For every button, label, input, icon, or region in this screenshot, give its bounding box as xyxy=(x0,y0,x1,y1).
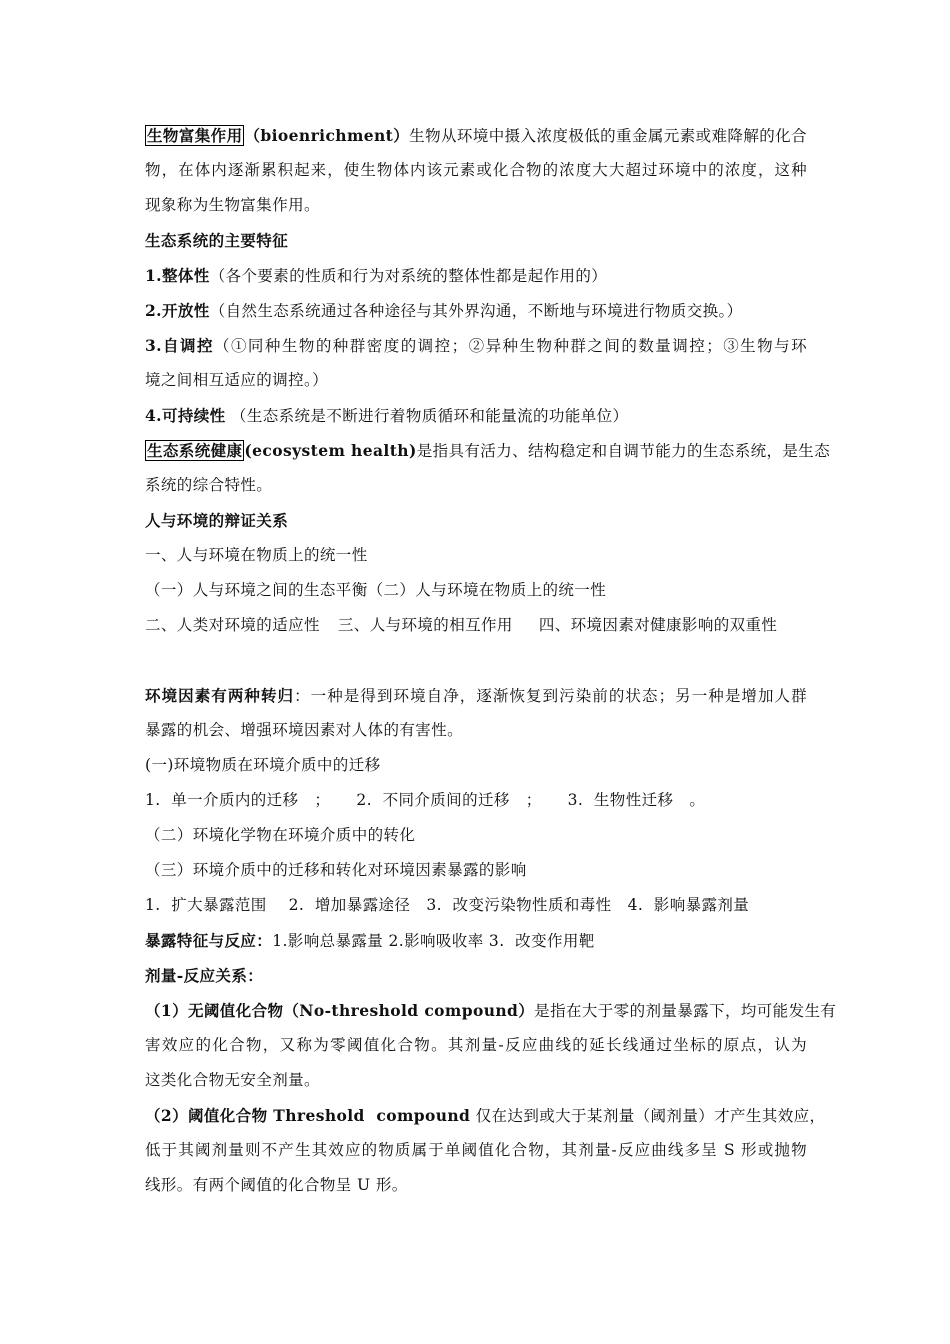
transition-line-1 xyxy=(145,678,807,713)
feature-3-text: （①同种生物的种群密度的调控；②异种生物种群之间的数量调控；③生物与环 xyxy=(213,337,807,355)
features-heading: 生态系统的主要特征 xyxy=(145,231,289,250)
health-term-en: (ecosystem health) xyxy=(244,441,417,460)
dose-c2-line-1 xyxy=(145,1098,826,1133)
exposure-effect-heading: （三）环境介质中的迁移和转化对环境因素暴露的影响 xyxy=(145,861,527,879)
relation-line-3 xyxy=(145,608,807,643)
relation-line-1: 一、人与环境在物质上的统一性 xyxy=(145,546,368,564)
feature-3-cont: 境之间相互适应的调控。） xyxy=(145,371,329,389)
feature-4-label: 4.可持续性 xyxy=(145,406,226,425)
bioenrichment-text: 生物从环境中摄入浓度极低的重金属元素或难降解的化合 xyxy=(409,127,807,145)
migration-items xyxy=(145,783,807,818)
relation-heading: 人与环境的辩证关系 xyxy=(145,511,289,530)
health-line-1 xyxy=(145,433,831,468)
exposure-line xyxy=(145,923,807,958)
dose-c1-label: （1）无阈值化合物（No-threshold compound） xyxy=(145,1001,535,1020)
feature-2-text: （自然生态系统通过各种途径与其外界沟通，不断地与环境进行物质交换。） xyxy=(209,302,743,320)
dose-c2-label: （2）阈值化合物 Threshold compound xyxy=(145,1106,471,1125)
document-page xyxy=(145,118,837,1203)
dose-c1-text: 是指在大于零的剂量暴露下，均可能发生有 xyxy=(534,1002,837,1020)
dose-c2-line-2: 低于其阈剂量则不产生其效应的物质属于单阈值化合物，其剂量-反应曲线多呈 S 形或抛物 xyxy=(145,1141,807,1159)
bioenrichment-term: 生物富集作用 xyxy=(147,126,243,145)
feature-2 xyxy=(145,293,807,328)
migration-item-2: 2. 不同介质间的迁移 ； xyxy=(356,791,542,809)
feature-4 xyxy=(145,398,807,433)
health-line-2: 系统的综合特性。 xyxy=(145,476,273,494)
transformation-heading: （二）环境化学物在环境介质中的转化 xyxy=(145,826,416,844)
exposure-effect-items xyxy=(145,888,807,923)
dose-c1-line-2: 害效应的化合物，又称为零阈值化合物。其剂量-反应曲线的延长线通过坐标的原点，认为 xyxy=(145,1036,807,1054)
dose-c2-text: 仅在达到或大于某剂量（阈剂量）才产生其效应， xyxy=(470,1107,826,1125)
feature-2-label: 2.开放性 xyxy=(145,301,210,320)
feature-1-label: 1.整体性 xyxy=(145,266,210,285)
dose-c1-line-1 xyxy=(145,993,837,1028)
feature-1-text: （各个要素的性质和行为对系统的整体性都是起作用的） xyxy=(209,267,608,285)
bioenrichment-term-en: （bioenrichment） xyxy=(244,126,410,145)
exposure-label: 暴露特征与反应： xyxy=(145,931,273,950)
feature-3 xyxy=(145,328,807,363)
transition-line-2: 暴露的机会、增强环境因素对人体的有害性。 xyxy=(145,721,464,739)
health-term: 生态系统健康 xyxy=(147,441,243,460)
dose-c2-line-3: 线形。有两个阈值的化合物呈 U 形。 xyxy=(145,1176,408,1194)
dose-c1-line-3: 这类化合物无安全剂量。 xyxy=(145,1071,320,1089)
feature-1 xyxy=(145,258,807,293)
relation-item-4: 四、环境因素对健康影响的双重性 xyxy=(538,616,778,634)
transition-label: 环境因素有两种转归 xyxy=(145,686,295,705)
feature-4-text: （生态系统是不断进行着物质循环和能量流的功能单位） xyxy=(230,407,629,425)
relation-line-2: （一）人与环境之间的生态平衡（二）人与环境在物质上的统一性 xyxy=(145,581,607,599)
relation-item-2: 二、人类对环境的适应性 xyxy=(145,616,320,634)
dose-heading: 剂量-反应关系： xyxy=(145,966,264,985)
bioenrichment-line-1 xyxy=(145,118,807,153)
effect-item-2: 2. 增加暴露途径 xyxy=(288,896,411,914)
bioenrichment-line-2: 物，在体内逐渐累积起来，使生物体内该元素或化合物的浓度大大超过环境中的浓度，这种 xyxy=(145,161,807,179)
migration-item-3: 3. 生物性迁移 。 xyxy=(567,791,706,809)
relation-item-3: 三、人与环境的相互作用 xyxy=(337,616,513,634)
bioenrichment-line-3: 现象称为生物富集作用。 xyxy=(145,196,320,214)
effect-item-4: 4. 影响暴露剂量 xyxy=(627,896,750,914)
effect-item-1: 1. 扩大暴露范围 xyxy=(145,896,267,914)
effect-item-3: 3. 改变污染物性质和毒性 xyxy=(426,896,612,914)
migration-item-1: 1. 单一介质内的迁移 ； xyxy=(145,791,331,809)
transition-text: ：一种是得到环境自净，逐渐恢复到污染前的状态；另一种是增加人群 xyxy=(294,687,807,705)
exposure-text: 1.影响总暴露量 2.影响吸收率 3. 改变作用靶 xyxy=(272,932,595,950)
migration-heading: (一)环境物质在环境介质中的迁移 xyxy=(145,756,381,774)
health-text: 是指具有活力、结构稳定和自调节能力的生态系统，是生态 xyxy=(416,442,831,460)
feature-3-label: 3.自调控 xyxy=(145,336,214,355)
